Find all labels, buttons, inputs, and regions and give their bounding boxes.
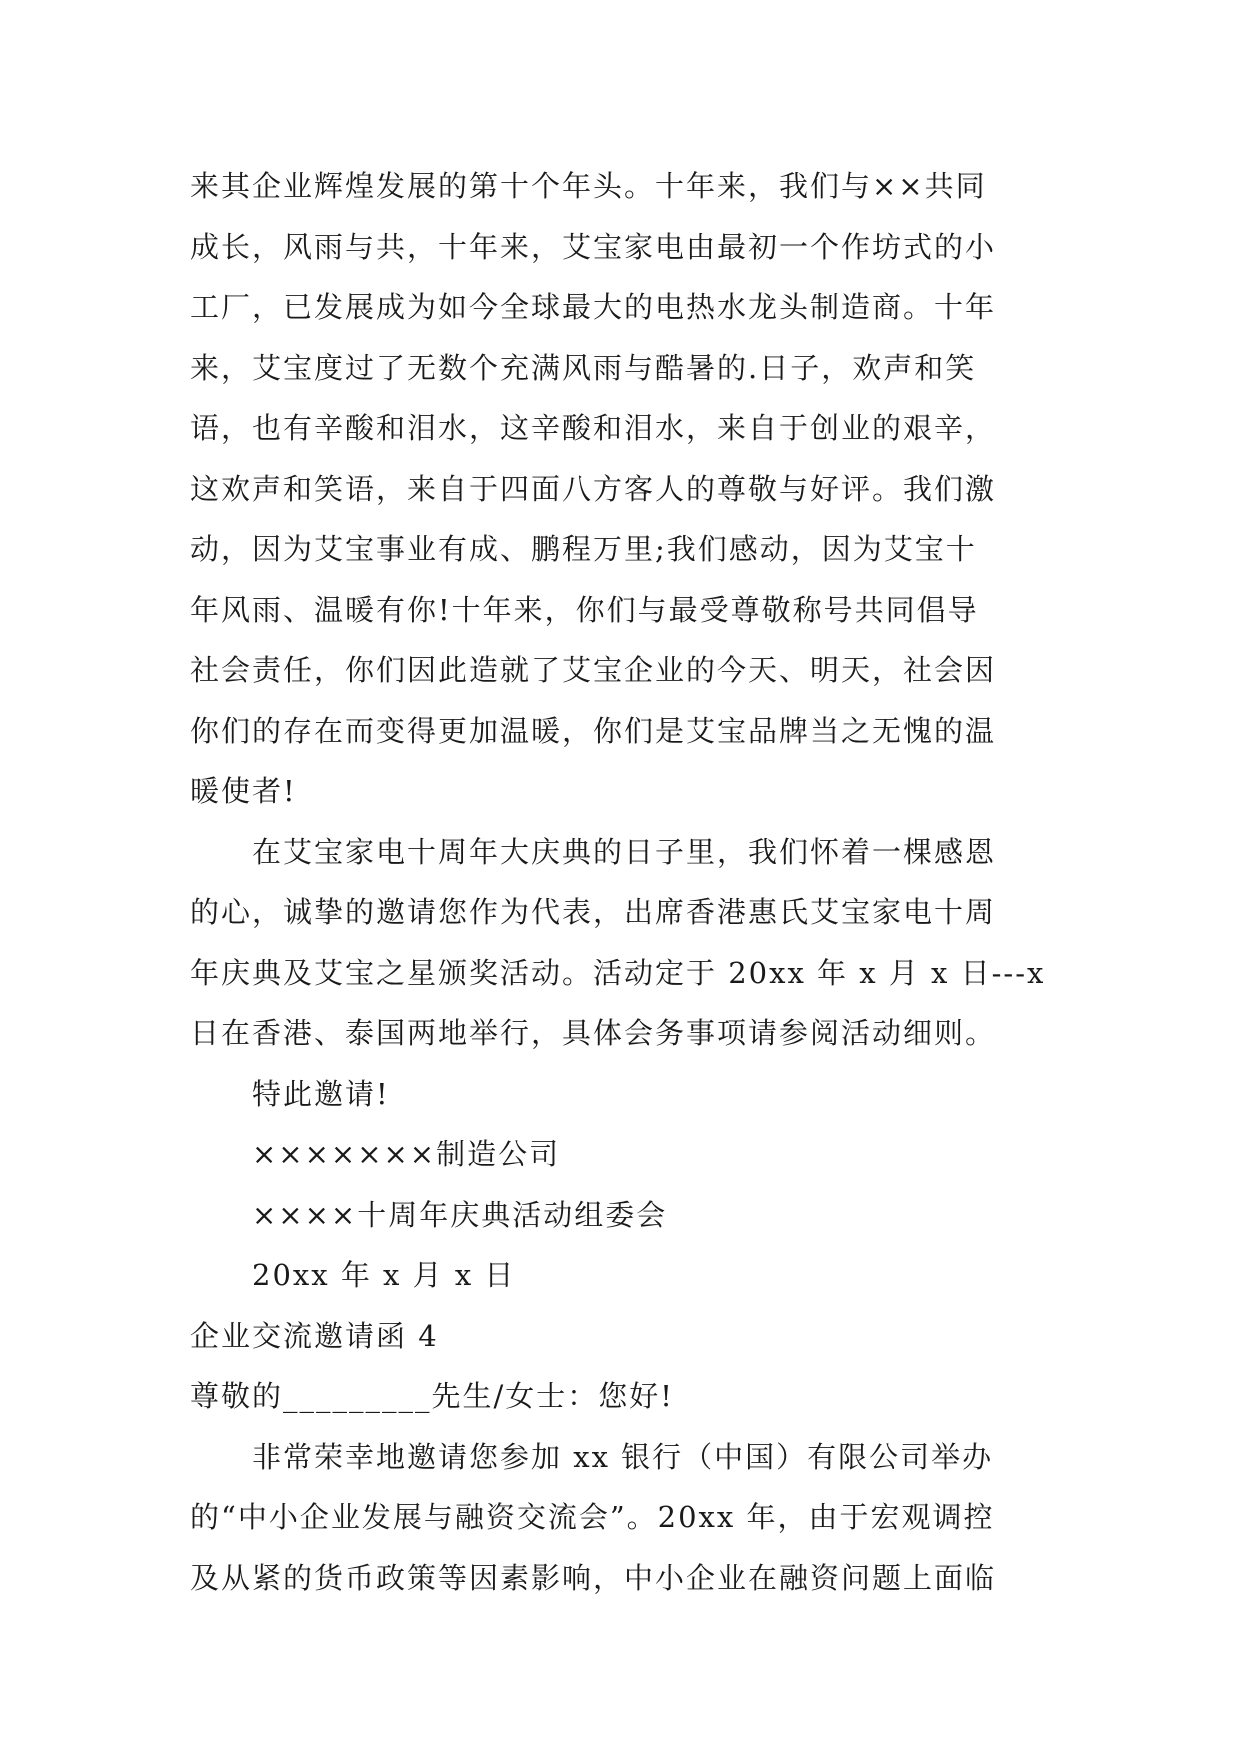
body-line-10: 你们的存在而变得更加温暖，你们是艾宝品牌当之无愧的温	[190, 713, 997, 748]
body-line-5: 语，也有辛酸和泪水，这辛酸和泪水，来自于创业的艰辛，	[190, 411, 997, 445]
body-line-7: 动，因为艾宝事业有成、鹏程万里;我们感动，因为艾宝十	[190, 532, 977, 566]
document-body	[190, 156, 1070, 1608]
body-line-6: 这欢声和笑语，来自于四面八方客人的尊敬与好评。我们激	[190, 471, 997, 506]
body-line-13: 的心，诚挚的邀请您作为代表，出席香港惠氏艾宝家电十周	[190, 895, 997, 929]
body-line-9: 社会责任，你们因此造就了艾宝企业的今天、明天，社会因	[190, 653, 997, 687]
section-heading: 企业交流邀请函 4	[190, 1318, 439, 1353]
body-line-14: 年庆典及艾宝之星颁奖活动。活动定于 20xx 年 x 月 x 日---x	[190, 955, 1046, 990]
body-line-11: 暖使者!	[190, 774, 297, 808]
body-line-3: 工厂，已发展成为如今全球最大的电热水龙头制造商。十年	[190, 290, 997, 324]
body-line-1: 来其企业辉煌发展的第十个年头。十年来，我们与××共同	[190, 169, 987, 203]
body-line-24: 及从紧的货币政策等因素影响，中小企业在融资问题上面临	[190, 1560, 997, 1595]
body-line-23: 的“中小企业发展与融资交流会”。20xx 年，由于宏观调控	[190, 1500, 995, 1534]
salutation: 尊敬的_________先生/女士：您好!	[190, 1379, 674, 1413]
closing-invitation: 特此邀请!	[252, 1076, 390, 1111]
body-line-12: 在艾宝家电十周年大庆典的日子里，我们怀着一棵感恩	[252, 834, 997, 869]
body-line-22: 非常荣幸地邀请您参加 xx 银行（中国）有限公司举办	[252, 1439, 994, 1474]
signature-date: 20xx 年 x 月 x 日	[252, 1258, 516, 1292]
body-line-8: 年风雨、温暖有你!十年来，你们与最受尊敬称号共同倡导	[190, 592, 979, 627]
signature-company: ×××××××制造公司	[252, 1137, 561, 1171]
body-line-15: 日在香港、泰国两地举行，具体会务事项请参阅活动细则。	[190, 1016, 997, 1050]
body-line-2: 成长，风雨与共，十年来，艾宝家电由最初一个作坊式的小	[190, 229, 997, 264]
signature-committee: ××××十周年庆典活动组委会	[252, 1197, 668, 1232]
body-line-4: 来，艾宝度过了无数个充满风雨与酷暑的.日子，欢声和笑	[190, 350, 977, 385]
